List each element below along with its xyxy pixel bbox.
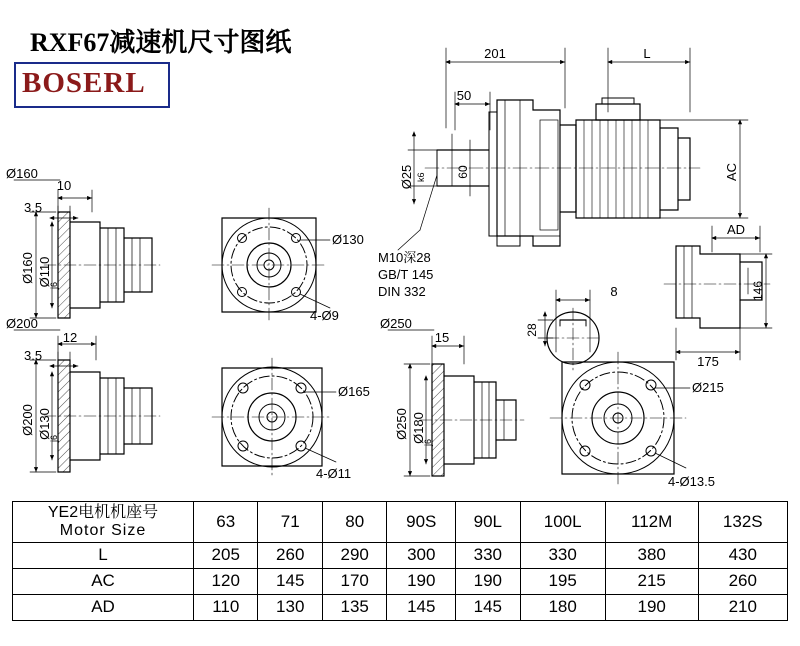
table-header-row [13, 502, 788, 543]
flange250-title: Ø250 [380, 316, 412, 331]
table-cell: 195 [520, 568, 605, 594]
table-cell: 300 [387, 542, 456, 568]
flange200-title: Ø200 [6, 316, 38, 331]
flange160-tol-j6: j6 [49, 281, 59, 289]
row-label: L [13, 542, 194, 568]
table-header-cell: 80 [322, 502, 386, 543]
table-cell: 260 [258, 542, 322, 568]
dim-L-label: L [643, 46, 651, 61]
table-cell: 190 [387, 568, 456, 594]
dim-28-label: 28 [525, 323, 539, 337]
dim-AD-label: AD [726, 222, 746, 237]
table-header-cell: 71 [258, 502, 322, 543]
table-header-cell: 90L [456, 502, 520, 543]
thread-note-1: M10深28 [378, 250, 431, 265]
table-cell: 135 [322, 594, 386, 620]
page-title: RXF67减速机尺寸图纸 [30, 28, 292, 57]
dim-175-label: 175 [697, 354, 719, 369]
table-cell: 145 [456, 594, 520, 620]
row-label: AD [13, 594, 194, 620]
flange160-bolt-circle: Ø130 [332, 232, 364, 247]
flange250-holes: 4-Ø13.5 [668, 474, 715, 489]
motor-size-en: Motor Size [59, 521, 147, 539]
table-cell: 290 [322, 542, 386, 568]
table-header-cell: 63 [194, 502, 258, 543]
table-header-cell: 100L [520, 502, 605, 543]
table-cell: 205 [194, 542, 258, 568]
table-cell: 145 [258, 568, 322, 594]
flange160-dim-110: Ø110 [37, 256, 52, 288]
table-cell: 120 [194, 568, 258, 594]
table-row [13, 568, 788, 594]
table-cell: 260 [698, 568, 787, 594]
logo-text: BOSERL [22, 67, 146, 99]
table-header-label [13, 502, 194, 543]
table-cell: 180 [520, 594, 605, 620]
flange200-dim-200: Ø200 [20, 404, 35, 436]
dim-201-label: 201 [484, 46, 506, 61]
dim-AC-label: AC [724, 162, 739, 182]
flange250-bolt-circle: Ø215 [692, 380, 724, 395]
dim-8-label: 8 [610, 284, 618, 299]
table-cell: 330 [520, 542, 605, 568]
flange200-dim-12: 12 [62, 330, 78, 345]
flange200-dim-3p5: 3.5 [24, 348, 43, 363]
table-cell: 215 [605, 568, 698, 594]
table-cell: 430 [698, 542, 787, 568]
table-cell: 380 [605, 542, 698, 568]
table-cell: 210 [698, 594, 787, 620]
table-cell: 145 [387, 594, 456, 620]
flange200-tol-j6: j6 [49, 434, 59, 442]
thread-note-3: DIN 332 [378, 284, 426, 299]
flange250-dim-250: Ø250 [394, 408, 409, 440]
table-cell: 170 [322, 568, 386, 594]
flange200-holes: 4-Ø11 [316, 466, 352, 481]
flange160-dim-160: Ø160 [20, 252, 35, 284]
shaft-tol-label: k6 [416, 172, 426, 182]
flange200-dim-130: Ø130 [37, 408, 52, 440]
shaft-dia-label: Ø25 [399, 164, 414, 190]
table-cell: 190 [605, 594, 698, 620]
dim-60-label: 60 [456, 165, 470, 179]
flange160-title: Ø160 [6, 166, 38, 181]
flange160-dim-3p5: 3.5 [24, 200, 43, 215]
flange160-dim-10: 10 [56, 178, 72, 193]
table-cell: 330 [456, 542, 520, 568]
dim-50-label: 50 [456, 88, 472, 103]
table-row [13, 542, 788, 568]
table-header-cell: 90S [387, 502, 456, 543]
flange250-tol-j6: j6 [423, 438, 433, 446]
dimension-table [12, 501, 788, 621]
flange200-bolt-circle: Ø165 [338, 384, 370, 399]
dim-146-label: 146 [751, 280, 765, 302]
flange250-dim-15: 15 [434, 330, 450, 345]
table-row [13, 594, 788, 620]
motor-size-cn: YE2电机机座号 [47, 504, 159, 521]
table-header-cell: 112M [605, 502, 698, 543]
table-header-cell: 132S [698, 502, 787, 543]
table-cell: 190 [456, 568, 520, 594]
row-label: AC [13, 568, 194, 594]
table-cell: 110 [194, 594, 258, 620]
thread-note-2: GB/T 145 [378, 267, 434, 282]
flange250-dim-180: Ø180 [411, 412, 426, 444]
flange160-holes: 4-Ø9 [310, 308, 339, 323]
table-cell: 130 [258, 594, 322, 620]
